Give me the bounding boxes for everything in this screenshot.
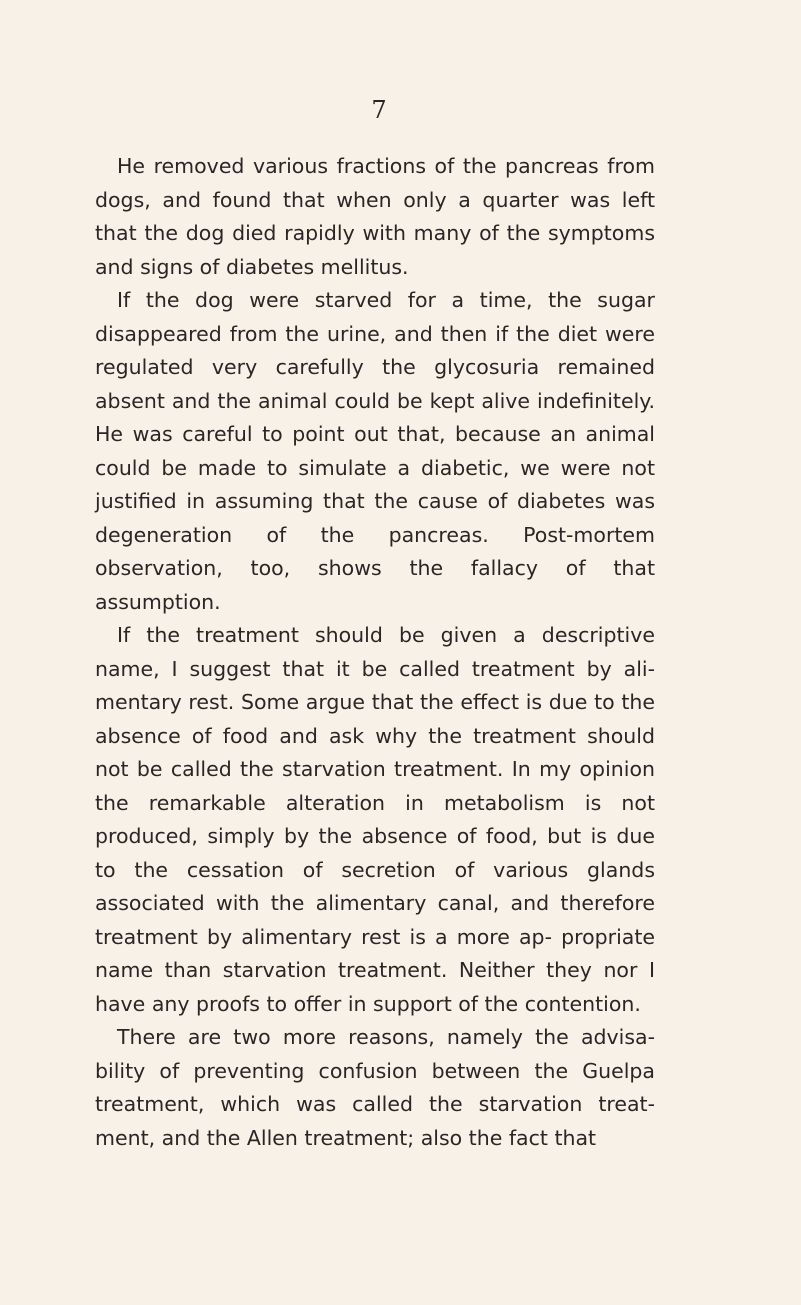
paragraph-4: There are two more reasons, namely the advisa- bility of preventing confusion between the Guelpa treatment, which was called the starvation treat- ment, and the Allen treatment; also the fact that (95, 1025, 655, 1150)
body-text (95, 150, 655, 1155)
paragraph-2: If the dog were starved for a time, the sugar disappeared from the urine, and then if the diet were regulated very carefully the glycosuria remained absent and the animal could be kept alive indefinitely. He was careful to point out that, because an animal could be made to simulate a diabetic, we were not justified in assuming that the cause of diabetes was degeneration of the pancreas. Post-mortem observation, too, shows the fallacy of that assumption. (95, 288, 655, 614)
page-number: 7 (371, 96, 387, 124)
paragraph-3: If the treatment should be given a descriptive name, I suggest that it be called treatment by ali- mentary rest. Some argue that the effect is due to the absence of food and ask why the treatment should not be called the starvation treatment. In my opinion the remarkable alteration in metabolism is not produced, simply by the absence of food, but is due to the cessation of secretion of various glands associated with the alimentary canal, and therefore treatment by alimentary rest is a more ap- propriate name than starvation treatment. Neither they nor I have any proofs to offer in support of the contention. (95, 623, 655, 1016)
paragraph-1: He removed various fractions of the pancreas from dogs, and found that when only a quarter was left that the dog died rapidly with many of the symptoms and signs of diabetes mellitus. (95, 154, 655, 279)
